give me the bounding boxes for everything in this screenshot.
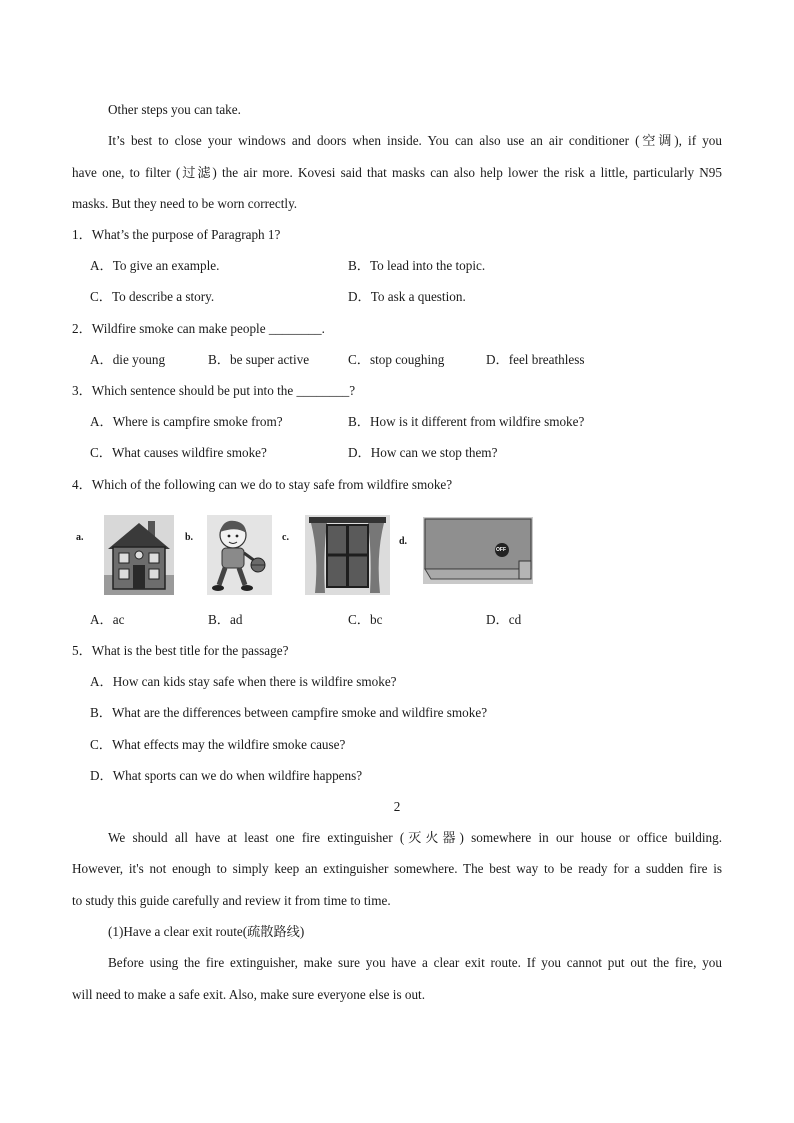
question-4-stem: 4．Which of the following can we do to stay safe from wildfire smoke? <box>72 477 453 492</box>
question-2-option-d[interactable]: D．feel breathless <box>486 352 585 367</box>
question-5-option-c[interactable]: C．What effects may the wildfire smoke cause? <box>90 737 346 752</box>
passage2-para2-line-2: will need to make a safe exit. Also, make sure everyone else is out. <box>72 987 426 1002</box>
question-5-option-a[interactable]: A．How can kids stay safe when there is wildfire smoke? <box>90 674 397 689</box>
question-3-option-d[interactable]: D．How can we stop them? <box>348 445 498 460</box>
question-2-option-a[interactable]: A．die young <box>90 352 166 367</box>
question-3-stem: 3．Which sentence should be put into the ________? <box>72 383 356 398</box>
question-2-option-c[interactable]: C．stop coughing <box>348 352 445 367</box>
question-5-stem: 5．What is the best title for the passage? <box>72 643 289 658</box>
ac-off-button: OFF <box>496 547 506 553</box>
question-1-stem: 1．What’s the purpose of Paragraph 1? <box>72 227 281 242</box>
question-3-option-c[interactable]: C．What causes wildfire smoke? <box>90 445 267 460</box>
passage1-heading: Other steps you can take. <box>108 102 241 117</box>
question-4-option-c[interactable]: C．bc <box>348 612 383 627</box>
question-5-option-b[interactable]: B．What are the differences between campfire smoke and wildfire smoke? <box>90 705 488 720</box>
passage2-line-2: However, it's not enough to simply keep an extinguisher somewhere. The best way to be ready for a sudden fire is <box>72 861 722 876</box>
question-1-option-d[interactable]: D．To ask a question. <box>348 289 466 304</box>
question-5-option-d[interactable]: D．What sports can we do when wildfire happens? <box>90 768 363 783</box>
boy-playing-ball-icon <box>207 515 272 595</box>
passage1-line-2: have one, to filter (过滤) the air more. Kovesi said that masks can also help lower the risk a little, particularly N95 <box>72 165 722 180</box>
question-4-option-b[interactable]: B．ad <box>208 612 243 627</box>
passage2-sub-heading: (1)Have a clear exit route(疏散路线) <box>108 924 305 939</box>
house-icon <box>104 515 174 595</box>
passage2-para2-line-1: Before using the fire extinguisher, make sure you have a clear exit route. If you cannot put out the fire, you <box>108 955 722 970</box>
question-4-option-d[interactable]: D．cd <box>486 612 522 627</box>
picture-label-d: d. <box>399 536 408 547</box>
picture-label-c: c. <box>282 532 289 543</box>
question-1-option-a[interactable]: A．To give an example. <box>90 258 220 273</box>
air-conditioner-icon <box>423 517 533 584</box>
question-1-option-c[interactable]: C．To describe a story. <box>90 289 215 304</box>
question-3-option-b[interactable]: B．How is it different from wildfire smoke? <box>348 414 585 429</box>
picture-label-b: b. <box>185 532 194 543</box>
question-1-option-b[interactable]: B．To lead into the topic. <box>348 258 486 273</box>
question-3-option-a[interactable]: A．Where is campfire smoke from? <box>90 414 283 429</box>
passage2-number: 2 <box>393 799 401 814</box>
question-2-option-b[interactable]: B．be super active <box>208 352 310 367</box>
passage1-line-3: masks. But they need to be worn correctly. <box>72 196 298 211</box>
question-4-option-a[interactable]: A．ac <box>90 612 125 627</box>
question-2-stem: 2．Wildfire smoke can make people ________. <box>72 321 325 336</box>
passage2-line-1: We should all have at least one fire extinguisher (灭火器) somewhere in our house or office building. <box>108 830 722 845</box>
passage1-line-1: It’s best to close your windows and doors when inside. You can also use an air conditioner (空调), if you <box>108 133 722 148</box>
picture-label-a: a. <box>76 532 84 543</box>
closed-window-icon <box>305 515 390 595</box>
passage2-line-3: to study this guide carefully and review it from time to time. <box>72 893 391 908</box>
